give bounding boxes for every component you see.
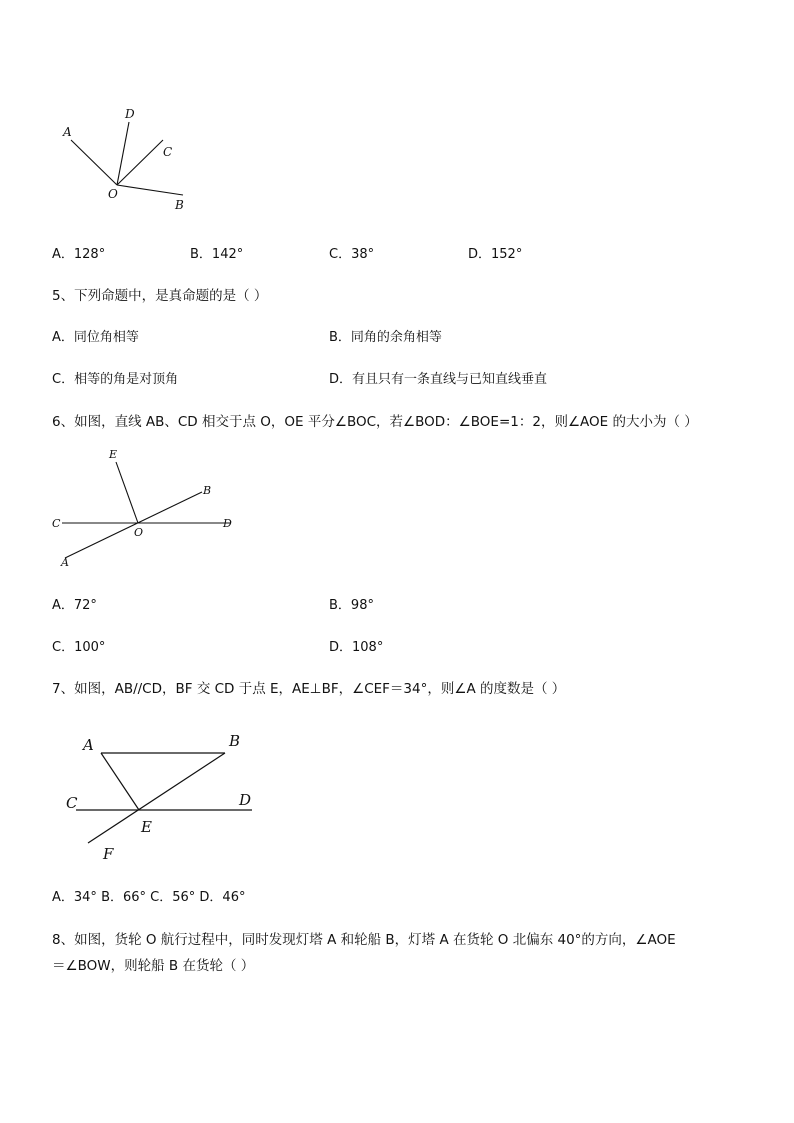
label-D: D <box>125 107 135 121</box>
q5-option-c[interactable]: C．相等的角是对顶角 <box>52 372 179 387</box>
label-A: A <box>61 556 69 569</box>
label-F: F <box>103 845 114 863</box>
ray-OE <box>116 462 138 523</box>
label-O: O <box>134 526 144 539</box>
angle-figure-q6 <box>50 445 240 570</box>
q4-option-c[interactable]: C．38° <box>329 247 375 262</box>
segment-AE <box>101 753 139 810</box>
q7-stem: 7、如图，AB//CD，BF 交 CD 于点 E，AE⊥BF，∠CEF＝34°，则∠A 的度数是（ ） <box>52 681 566 697</box>
q6-stem: 6、如图，直线 AB、CD 相交于点 O，OE 平分∠BOC，若∠BOD：∠BOE=1：2，则∠AOE 的大小为（ ） <box>52 414 698 430</box>
label-B: B <box>175 198 184 212</box>
angle-figure-q4 <box>55 100 205 215</box>
q4-option-d[interactable]: D．152° <box>468 247 523 262</box>
label-A: A <box>63 125 72 139</box>
q8-stem-line2: ＝∠BOW，则轮船 B 在货轮（ ） <box>52 958 255 974</box>
q7-options[interactable]: A．34° B．66° C．56° D．46° <box>52 890 246 905</box>
parallel-lines-figure-q7 <box>62 728 262 866</box>
label-O: O <box>108 187 118 201</box>
label-B: B <box>229 732 241 750</box>
q4-option-b[interactable]: B．142° <box>190 247 244 262</box>
label-E: E <box>141 818 152 836</box>
label-D: D <box>223 517 232 530</box>
q5-option-a[interactable]: A．同位角相等 <box>52 330 139 345</box>
q4-option-a[interactable]: A．128° <box>52 247 106 262</box>
ray-OB <box>117 185 183 195</box>
ray-OA <box>71 140 117 185</box>
label-C: C <box>163 145 173 159</box>
line-BF <box>88 753 225 843</box>
label-A: A <box>83 736 94 754</box>
q6-option-d[interactable]: D．108° <box>329 640 384 655</box>
q5-stem: 5、下列命题中，是真命题的是（ ） <box>52 288 268 304</box>
q5-option-d[interactable]: D．有且只有一条直线与已知直线垂直 <box>329 372 548 387</box>
q6-option-c[interactable]: C．100° <box>52 640 106 655</box>
label-D: D <box>239 791 252 809</box>
label-C: C <box>52 517 61 530</box>
label-C: C <box>66 794 78 812</box>
q8-stem-line1: 8、如图，货轮 O 航行过程中，同时发现灯塔 A 和轮船 B，灯塔 A 在货轮 O 北偏东 40°的方向，∠AOE <box>52 932 676 948</box>
q6-option-b[interactable]: B．98° <box>329 598 374 613</box>
label-E: E <box>109 448 118 461</box>
label-B: B <box>203 484 212 497</box>
q6-option-a[interactable]: A．72° <box>52 598 97 613</box>
q5-option-b[interactable]: B．同角的余角相等 <box>329 330 442 345</box>
line-AB <box>65 492 202 558</box>
